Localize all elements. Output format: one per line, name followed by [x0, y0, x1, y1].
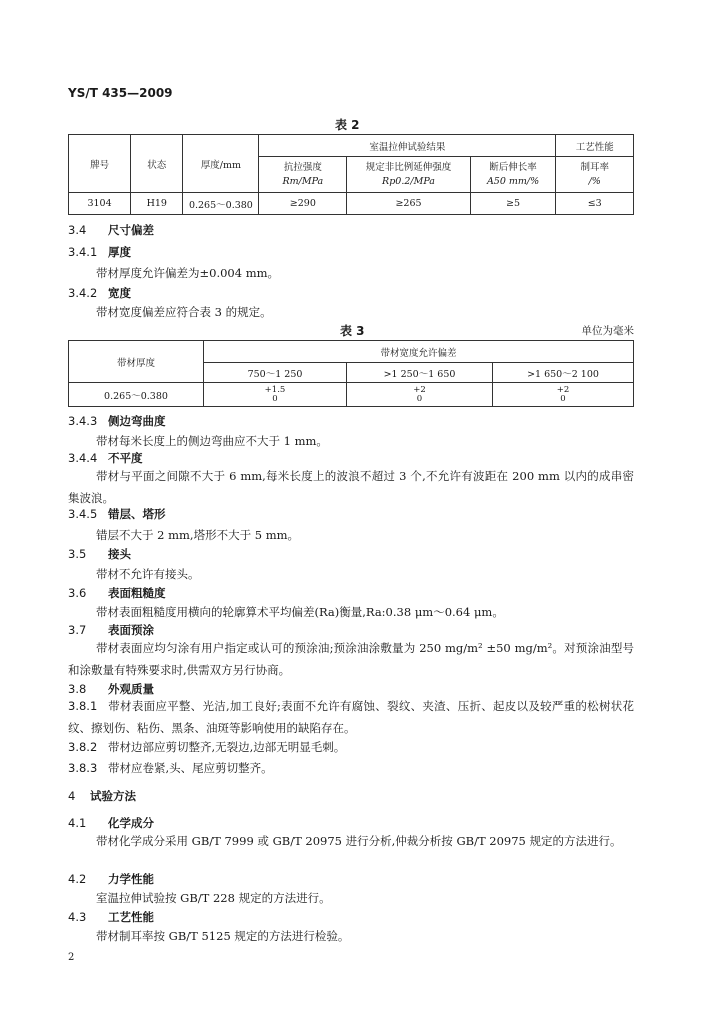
- table2-group-process: 工艺性能: [556, 135, 634, 157]
- cell-tol2: [347, 383, 493, 407]
- section-3-6: 3.6 表面粗糙度: [68, 586, 166, 600]
- tensile-label: 抗拉强度: [283, 161, 322, 173]
- table2-col-tensile: [259, 157, 347, 193]
- table3-col-range3: >1 650～2 100: [493, 363, 634, 383]
- cell-thickness: 0.265～0.380: [183, 193, 259, 215]
- section-3-7: 3.7 表面预涂: [68, 623, 154, 637]
- table3-group: 带材宽度允许偏差: [204, 341, 634, 363]
- section-3-8-3: 3.8.3 带材应卷紧,头、尾应剪切整齐。: [68, 761, 273, 775]
- tol2-lower: 0: [416, 393, 423, 404]
- section-4: 4 试验方法: [68, 789, 136, 803]
- section-3-7-text: 带材表面应均匀涂有用户指定或认可的预涂油;预涂油涂敷量为 250 mg/m² ±50 mg/m²。对预涂油型号和涂敷量有特殊要求时,供需双方另行协商。: [68, 641, 634, 677]
- table-row: [69, 193, 634, 215]
- table2-caption: 表 2: [335, 118, 360, 132]
- cell-grade: 3104: [69, 193, 131, 215]
- section-4-2-text: 室温拉伸试验按 GB/T 228 规定的方法进行。: [96, 891, 331, 905]
- cell-elongation: ≥5: [470, 193, 556, 215]
- cell-yield: ≥265: [347, 193, 470, 215]
- tol1-lower: 0: [272, 393, 278, 404]
- cell-tol1: [204, 383, 347, 407]
- tol1-upper: +1.5: [264, 384, 286, 395]
- table3-col-range1: 750～1 250: [204, 363, 347, 383]
- section-4-2: 4.2 力学性能: [68, 872, 154, 886]
- section-3-4-4-text: 带材与平面之间隙不大于 6 mm,每米长度上的波浪不超过 3 个,不允许有波距在 200 mm 以内的成串密集波浪。: [68, 469, 634, 505]
- table2-col-elongation: [470, 157, 556, 193]
- section-3-8-1: 3.8.1 带材表面应平整、光洁,加工良好;表面不允许有腐蚀、裂纹、夹渣、压折、起皮以及较严重的松树状花纹、擦划伤、粘伤、黑条、油斑等影响使用的缺陷存在。: [68, 699, 634, 735]
- section-3-4-4: 3.4.4 不平度: [68, 451, 143, 465]
- section-3-6-text: 带材表面粗糙度用横向的轮廓算术平均偏差(Ra)衡量,Ra:0.38 μm～0.64 μm。: [96, 605, 504, 619]
- section-3-4-3: 3.4.3 侧边弯曲度: [68, 414, 166, 428]
- table3-col-range2: >1 250～1 650: [347, 363, 493, 383]
- section-4-3: 4.3 工艺性能: [68, 910, 154, 924]
- section-3-4-1: 3.4.1 厚度: [68, 245, 131, 259]
- yield-label: 规定非比例延伸强度: [365, 161, 452, 173]
- table3-caption: 表 3: [340, 324, 365, 338]
- section-3-8-2: 3.8.2 带材边部应剪切整齐,无裂边,边部无明显毛刺。: [68, 740, 346, 754]
- elongation-label: 断后伸长率: [489, 161, 537, 173]
- section-3-4-1-text: 带材厚度允许偏差为±0.004 mm。: [96, 266, 280, 280]
- table-row: [69, 383, 634, 407]
- section-3-4-5-text: 错层不大于 2 mm,塔形不大于 5 mm。: [96, 528, 300, 542]
- tol3-upper: +2: [556, 384, 570, 395]
- tensile-unit: Rm/MPa: [282, 175, 324, 187]
- table3: [68, 340, 634, 407]
- table2-col-grade: 牌号: [69, 135, 131, 193]
- section-3-8: 3.8 外观质量: [68, 682, 154, 696]
- table2-col-earing: [556, 157, 634, 193]
- page-number: 2: [68, 952, 75, 963]
- tol3-lower: 0: [560, 393, 566, 404]
- cell-strip-thickness: 0.265～0.380: [69, 383, 204, 407]
- section-4-3-text: 带材制耳率按 GB/T 5125 规定的方法进行检验。: [96, 929, 350, 943]
- table2: [68, 134, 634, 215]
- earing-label: 制耳率: [580, 161, 609, 173]
- section-3-4-5: 3.4.5 错层、塔形: [68, 507, 166, 521]
- cell-tol3: [493, 383, 634, 407]
- section-3-4-2-text: 带材宽度偏差应符合表 3 的规定。: [96, 305, 272, 319]
- cell-tensile: ≥290: [259, 193, 347, 215]
- section-3-4: 3.4 尺寸偏差: [68, 223, 154, 237]
- tol2-upper: +2: [413, 384, 426, 395]
- earing-unit: /%: [588, 175, 601, 187]
- table2-col-thickness: 厚度/mm: [183, 135, 259, 193]
- table2-col-temper: 状态: [131, 135, 183, 193]
- section-3-5-text: 带材不允许有接头。: [96, 567, 200, 581]
- yield-unit: Rp0.2/MPa: [382, 175, 435, 187]
- table2-col-yield: [347, 157, 470, 193]
- section-3-4-3-text: 带材每米长度上的侧边弯曲应不大于 1 mm。: [96, 434, 328, 448]
- elongation-unit: A50 mm/%: [486, 175, 540, 187]
- section-4-1: 4.1 化学成分: [68, 816, 154, 830]
- section-3-4-2: 3.4.2 宽度: [68, 286, 131, 300]
- standard-code: YS/T 435—2009: [68, 86, 173, 100]
- section-4-1-text: 带材化学成分采用 GB/T 7999 或 GB/T 20975 进行分析,仲裁分析按 GB/T 20975 规定的方法进行。: [96, 834, 622, 848]
- section-3-5: 3.5 接头: [68, 547, 131, 561]
- table3-col-strip-thickness: 带材厚度: [69, 341, 204, 383]
- table2-group-test: 室温拉伸试验结果: [259, 135, 556, 157]
- cell-temper: H19: [131, 193, 183, 215]
- table3-unit: 单位为毫米: [581, 325, 634, 337]
- cell-earing: ≤3: [556, 193, 634, 215]
